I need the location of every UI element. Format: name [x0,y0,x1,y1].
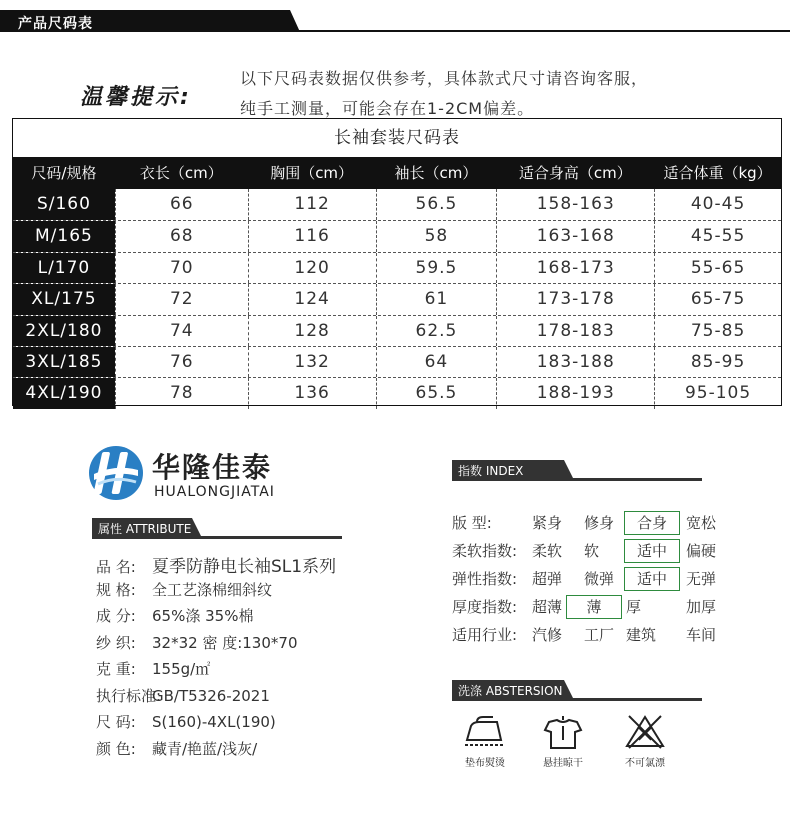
attribute-key: 克 重: [96,660,136,678]
column-header: 适合身高（cm） [518,164,632,182]
table-cell: 72 [115,284,248,314]
table-cell: 55-65 [654,253,781,283]
no-bleach-icon [623,714,667,750]
care-label: 悬挂晾干 [543,758,583,769]
index-option: 无弹 [686,570,717,588]
table-cell: 85-95 [654,347,781,377]
attribute-key: 纱 织: [96,633,136,652]
index-label: 版 型: [452,514,492,532]
table-cell: 40-45 [654,189,781,220]
table-row [13,346,781,377]
washing-section-tab [452,680,702,702]
brand-name: 华隆佳泰 [152,451,273,484]
index-option: 微弹 [584,570,615,588]
column-header: 尺码/规格 [31,164,97,182]
iron-icon [463,714,507,750]
attribute-row [96,711,276,732]
table-cell: 163-168 [496,221,654,251]
table-cell: 68 [115,221,248,251]
attribute-row [96,658,210,679]
index-option: 汽修 [532,626,563,644]
size-table-header [13,157,781,189]
column-header: 衣长（cm） [139,164,223,182]
size-table-caption: 长袖套装尺码表 [334,128,460,148]
size-label-cell: 3XL/185 [13,347,115,377]
care-label: 不可氯漂 [625,758,665,769]
table-cell: 74 [115,316,248,346]
size-label-cell: S/160 [13,189,115,220]
brand-name-en: HUALONGJIATAI [154,484,275,500]
attribute-value: 65%涤 35%棉 [152,607,254,625]
index-option-selected: 适中 [624,567,680,591]
care-item-hang [528,714,598,769]
index-label: 适用行业: [452,626,518,644]
attribute-value: 32*32 密 度:130*70 [152,633,298,652]
attribute-section-title: 属性 ATTRIBUTE [98,522,192,536]
table-cell: 124 [248,284,376,314]
table-cell: 66 [115,189,248,220]
tip-line-2: 纯手工测量，可能会存在1-2CM偏差。 [240,99,535,118]
care-item-iron [450,714,520,769]
brand-logo-icon [88,444,144,502]
attribute-key: 成 分: [96,607,136,625]
attribute-key: 执行标准: [96,686,162,705]
index-row [452,540,772,564]
attribute-key: 颜 色: [96,739,136,758]
table-cell: 188-193 [496,378,654,408]
index-option: 宽松 [686,514,717,532]
index-label: 厚度指数: [452,598,518,616]
index-option-selected: 适中 [624,539,680,563]
section-header [0,10,790,34]
table-cell: 56.5 [376,189,497,220]
attribute-key: 规 格: [96,580,136,599]
index-option: 车间 [686,626,717,644]
index-option-selected: 薄 [566,595,622,619]
index-section-tab [452,460,702,482]
table-cell: 45-55 [654,221,781,251]
attribute-row [96,605,253,626]
index-option: 紧身 [532,514,563,532]
index-row [452,624,772,648]
table-cell: 95-105 [654,378,781,408]
table-cell: 116 [248,221,376,251]
table-row [13,252,781,283]
table-cell: 112 [248,189,376,220]
table-cell: 65-75 [654,284,781,314]
attribute-row [96,685,270,706]
index-option: 偏硬 [686,542,717,560]
column-header: 适合体重（kg） [663,164,772,182]
index-option-selected: 合身 [624,511,680,535]
table-cell: 158-163 [496,189,654,220]
table-row [13,189,781,220]
table-cell: 173-178 [496,284,654,314]
index-option: 修身 [584,514,615,532]
hang-dry-icon [541,714,585,750]
attribute-value: 夏季防静电长袖SL1系列 [152,557,337,577]
size-label-cell: 2XL/180 [13,316,115,346]
table-cell: 61 [376,284,497,314]
column-header: 胸围（cm） [270,164,354,182]
index-option: 超弹 [532,570,563,588]
table-cell: 65.5 [376,378,497,408]
attribute-row [96,552,336,577]
attribute-row [96,579,272,600]
attribute-key: 尺 码: [96,713,136,731]
index-option: 工厂 [584,626,615,644]
table-cell: 128 [248,316,376,346]
table-row [13,283,781,314]
index-section-title: 指数 INDEX [458,464,524,478]
index-option: 建筑 [626,626,657,644]
size-label-cell: XL/175 [13,284,115,314]
column-header: 袖长（cm） [394,164,478,182]
index-option: 超薄 [532,598,563,616]
size-label-cell: 4XL/190 [13,378,115,408]
table-cell: 178-183 [496,316,654,346]
attribute-value: 藏青/艳蓝/浅灰/ [152,739,258,758]
size-table [12,118,782,406]
table-cell: 59.5 [376,253,497,283]
table-cell: 136 [248,378,376,408]
index-label: 柔软指数: [452,542,518,560]
table-cell: 78 [115,378,248,408]
care-label: 垫布熨烫 [465,758,505,769]
table-cell: 168-173 [496,253,654,283]
attribute-section-tab [92,518,342,540]
washing-section-title: 洗涤 ABSTERSION [458,684,563,698]
table-row [13,220,781,251]
table-cell: 64 [376,347,497,377]
table-cell: 183-188 [496,347,654,377]
attribute-row [96,632,297,653]
size-table-body [13,189,781,409]
page-title: 产品尺码表 [18,16,93,32]
index-row [452,596,772,620]
index-option: 软 [584,542,600,560]
table-row [13,315,781,346]
attribute-row [96,738,257,759]
index-label: 弹性指数: [452,570,518,588]
attribute-value: S(160)-4XL(190) [152,713,276,731]
table-cell: 132 [248,347,376,377]
attribute-value: GB/T5326-2021 [152,686,270,705]
table-cell: 75-85 [654,316,781,346]
tip-title: 温馨提示: [80,85,192,110]
table-cell: 120 [248,253,376,283]
size-label-cell: M/165 [13,221,115,251]
index-option: 柔软 [532,542,563,560]
tip-line-1: 以下尺码表数据仅供参考，具体款式尺寸请咨询客服， [240,69,649,88]
index-row [452,512,772,536]
attribute-value: 155g/㎡ [152,660,211,678]
table-cell: 76 [115,347,248,377]
attribute-key: 品 名: [96,558,136,576]
attribute-value: 全工艺涤棉细斜纹 [152,580,273,599]
index-row [452,568,772,592]
table-cell: 62.5 [376,316,497,346]
size-label-cell: L/170 [13,253,115,283]
table-cell: 70 [115,253,248,283]
index-option: 厚 [626,598,642,616]
care-item-bleach [610,714,680,769]
index-option: 加厚 [686,598,717,616]
table-row [13,377,781,408]
table-cell: 58 [376,221,497,251]
